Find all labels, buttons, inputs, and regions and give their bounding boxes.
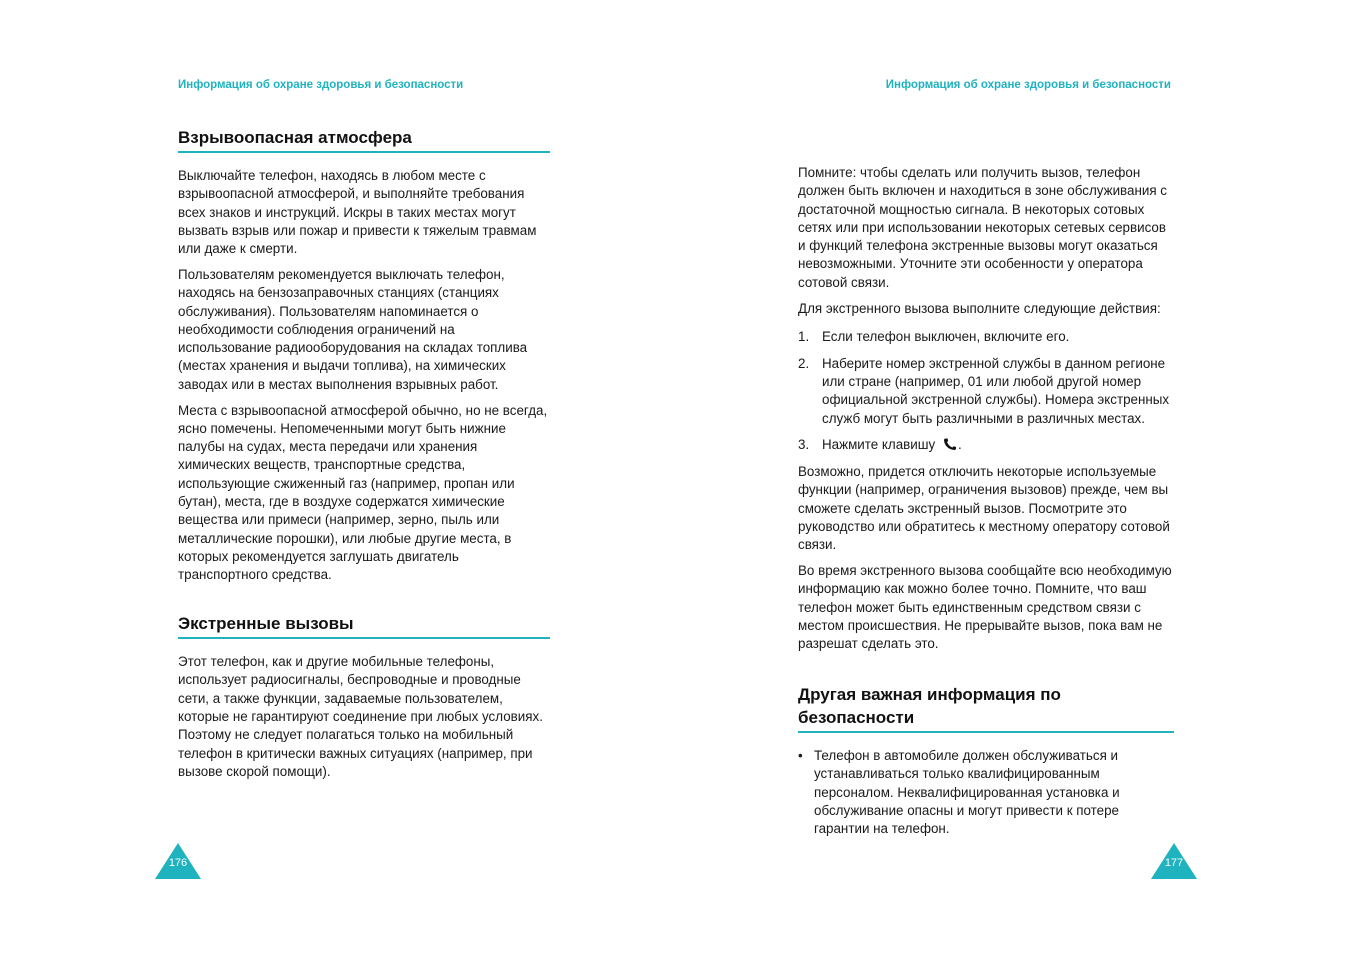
left-column	[178, 126, 550, 789]
list-item	[798, 355, 1174, 428]
step-number: 3.	[798, 437, 810, 453]
page-176	[0, 0, 675, 954]
step-number: 2.	[798, 355, 810, 371]
paragraph: Помните: чтобы сделать или получить вызов, телефон должен быть включен и находиться в зоне обслуживания с достаточной мощностью сигнала. В некоторых сотовых сетях или при использовании некоторых сетевых сервисов и функций телефона экстренные вызовы могут оказаться невозможными. Уточните эти особенности у оператора сотовой связи.	[798, 165, 1168, 290]
section-title-explosive-atmosphere: Взрывоопасная атмосфера	[178, 126, 550, 153]
page-number: 177	[1164, 857, 1184, 869]
step-text: Если телефон выключен, включите его.	[822, 328, 1070, 344]
right-column	[798, 164, 1174, 839]
paragraph: Места с взрывоопасной атмосферой обычно, но не всегда, ясно помечены. Непомеченными могут быть нижние палубы на судах, места передачи или хранения химических веществ, транспортные средства, использующие сжиженный газ (например, пропан или бутан), места, где в воздухе содержатся химические вещества или примеси (например, зерно, пыль или металлические порошки), или любые другие места, в которых рекомендуется заглушать двигатель транспортного средства.	[178, 402, 548, 583]
safety-bullets-list	[798, 747, 1174, 838]
paragraph: Для экстренного вызова выполните следующие действия:	[798, 300, 1161, 316]
step-number: 1.	[798, 328, 810, 344]
paragraph: Пользователям рекомендуется выключать телефон, находясь на бензозаправочных станциях (станциях обслуживания). Пользователям напоминается о необходимости соблюдения ограничений на использование радиооборудования на складах топлива (местах хранения и выдачи топлива), на химических заводах или в местах выполнения взрывных работ.	[178, 266, 528, 392]
paragraph: Выключайте телефон, находясь в любом месте с взрывоопасной атмосферой, и выполняйте требования всех знаков и инструкций. Искры в таких местах могут вызвать взрыв или пожар и привести к тяжелым травмам или даже к смерти.	[178, 168, 537, 257]
bullet-text: Телефон в автомобиле должен обслуживаться и устанавливаться только квалифицированным персоналом. Неквалифицированная установка и обслуживание опасны и могут привести к потере гарантии на телефон.	[814, 748, 1120, 837]
running-head: Информация об охране здоровья и безопасности	[178, 79, 464, 91]
emergency-steps-list	[798, 328, 1174, 455]
list-item	[798, 747, 1174, 838]
step-text: Наберите номер экстренной службы в данном регионе или стране (например, 01 или любой другой номер официальной экстренной службы). Номера экстренных служб могут быть различными в различных местах.	[822, 355, 1170, 426]
page-177	[675, 0, 1351, 954]
page-number-marker	[155, 843, 201, 879]
bullet-marker: •	[798, 748, 803, 764]
paragraph: Возможно, придется отключить некоторые используемые функции (например, ограничения вызовов) прежде, чем вы сможете сделать экстренный вызов. Посмотрите это руководство или обратитесь к местному оператору сотовой связи.	[798, 464, 1170, 553]
paragraph: Этот телефон, как и другие мобильные телефоны, использует радиосигналы, беспроводные и проводные сети, а также функции, задаваемые пользователем, которые не гарантируют соединение при любых условиях. Поэтому не следует полагаться только на мобильный телефон в критически важных ситуациях (например, при вызове скорой помощи).	[178, 654, 543, 779]
step-text: Нажмите клавишу	[822, 437, 936, 453]
running-head: Информация об охране здоровья и безопасности	[885, 79, 1171, 91]
page-number: 176	[168, 857, 188, 869]
section-title-emergency-calls: Экстренные вызовы	[178, 612, 550, 639]
section-title-other-safety-info: Другая важная информация по безопасности	[798, 683, 1174, 733]
page-number-marker	[1151, 843, 1197, 879]
phone-send-key-icon	[942, 437, 958, 451]
list-item	[798, 436, 1174, 454]
list-item	[798, 328, 1174, 346]
paragraph: Во время экстренного вызова сообщайте всю необходимую информацию как можно более точно. Помните, что ваш телефон может быть единственным средством связи с местом происшествия. Не прерывайте вызов, пока вам не разрешат сделать это.	[798, 563, 1172, 652]
step-suffix: .	[957, 437, 962, 453]
